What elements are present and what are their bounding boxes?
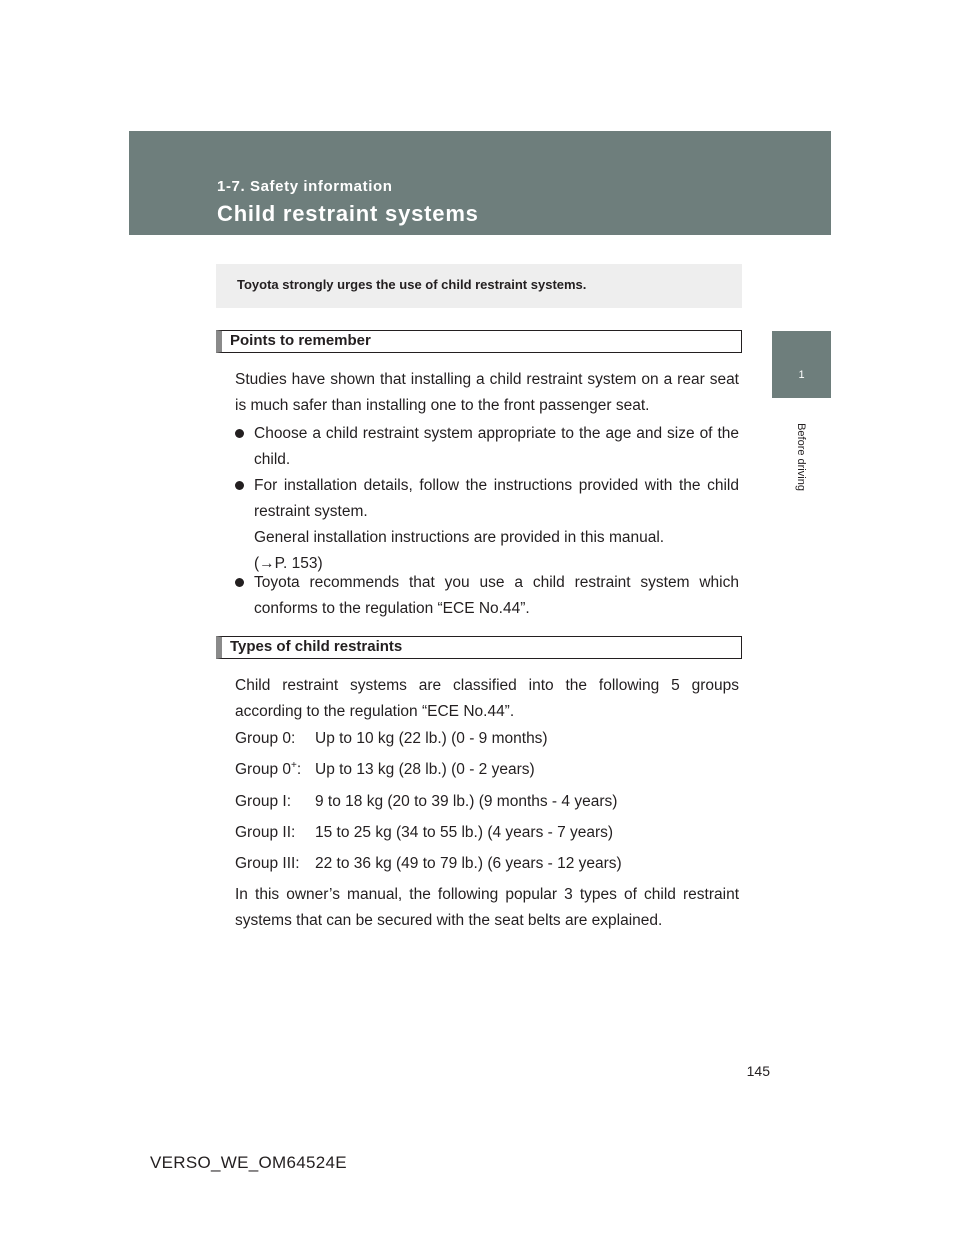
- closing-paragraph: In this owner’s manual, the following popular 3 types of child restraint systems that can be secured with the seat belts are explained.: [235, 886, 739, 929]
- chapter-number: 1: [798, 369, 805, 381]
- points-paragraph: Studies have shown that installing a child restraint system on a rear seat is much safer than installing one to the front passenger seat.: [235, 371, 739, 414]
- section-heading-types: Types of child restraints: [216, 636, 742, 659]
- group-label: Group III:: [235, 855, 300, 872]
- page-title: Child restraint systems: [217, 201, 479, 226]
- bullet-text: Choose a child restraint system appropriate to the age and size of the child.: [254, 425, 739, 468]
- group-description: Up to 13 kg (28 lb.) (0 - 2 years): [315, 761, 535, 778]
- group-plus-superscript: +: [291, 759, 297, 771]
- types-paragraph: Child restraint systems are classified into the following 5 groups according to the regulation “ECE No.44”.: [235, 677, 739, 720]
- bullet-dot-icon: [235, 578, 244, 587]
- bullet-text: For installation details, follow the instructions provided with the child restraint system.: [254, 477, 739, 520]
- section-heading-points: Points to remember: [216, 330, 742, 353]
- page-number: 145: [746, 1063, 770, 1079]
- chapter-label-text: Before driving: [795, 423, 807, 491]
- bullet-item: [235, 570, 739, 622]
- bullet-item: [235, 473, 739, 577]
- section-label: 1-7. Safety information: [217, 178, 393, 195]
- bullet-text: General installation instructions are provided in this manual.: [254, 529, 665, 546]
- bullet-item: [235, 421, 739, 473]
- chapter-tab[interactable]: [772, 331, 831, 398]
- bullet-dot-icon: [235, 429, 244, 438]
- group-label: Group I:: [235, 793, 291, 810]
- chapter-label: [794, 412, 808, 502]
- group-description: Up to 10 kg (22 lb.) (0 - 9 months): [315, 730, 548, 747]
- group-label: Group 0:: [235, 730, 296, 747]
- page-reference[interactable]: (→P. 153): [254, 555, 323, 572]
- footer-code: VERSO_WE_OM64524E: [150, 1153, 347, 1172]
- group-description: 15 to 25 kg (34 to 55 lb.) (4 years - 7 years): [315, 824, 614, 841]
- group-label: Group II:: [235, 824, 296, 841]
- bullet-text: Toyota recommends that you use a child restraint system which conforms to the regulation “ECE No.44”.: [254, 574, 739, 617]
- header-bar: [129, 131, 831, 235]
- bullet-dot-icon: [235, 481, 244, 490]
- group-description: 9 to 18 kg (20 to 39 lb.) (9 months - 4 years): [315, 793, 618, 810]
- group-label: Group 0+:: [235, 759, 302, 778]
- group-description: 22 to 36 kg (49 to 79 lb.) (6 years - 12 years): [315, 855, 622, 872]
- intro-box: Toyota strongly urges the use of child restraint systems.: [216, 264, 742, 308]
